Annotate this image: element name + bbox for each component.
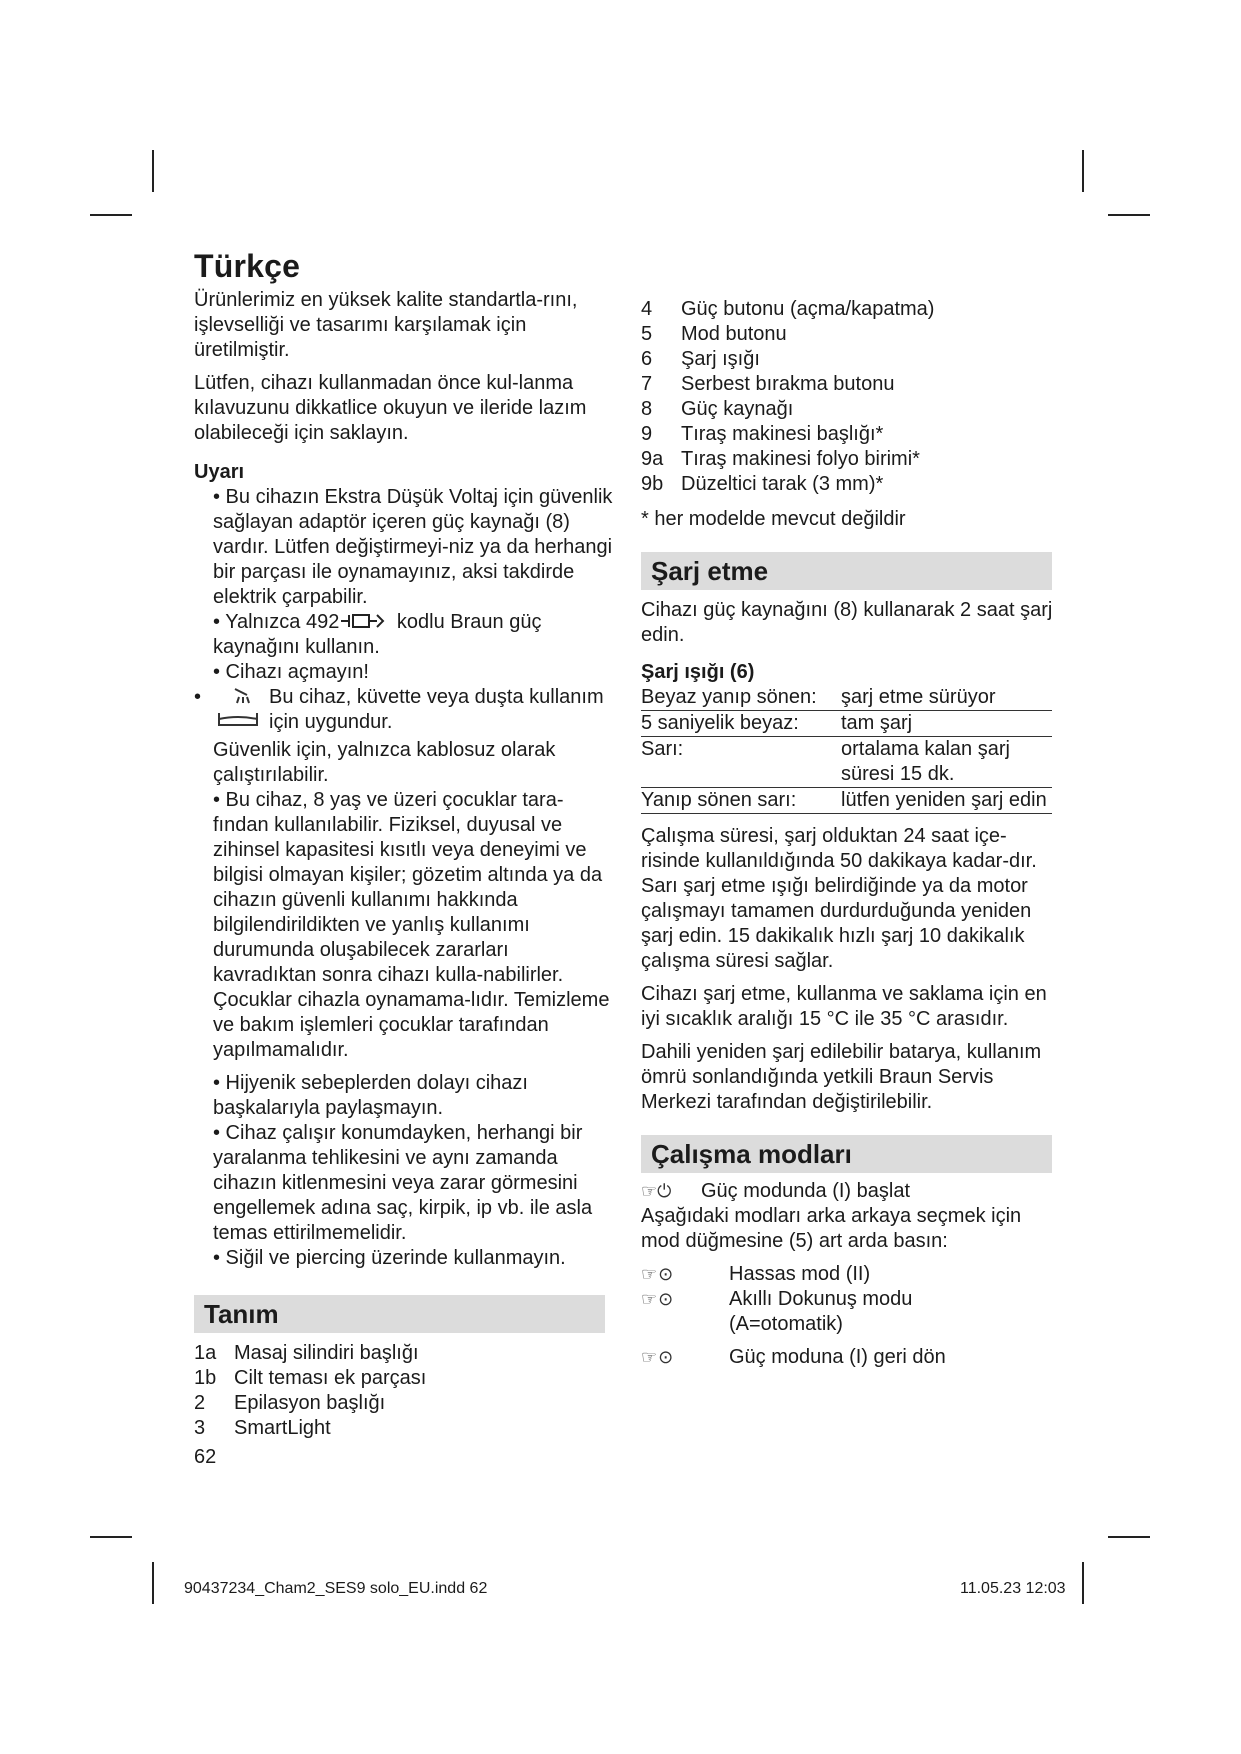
warning-text: Güvenlik için, yalnızca kablosuz olarak çalıştırılabilir. bbox=[213, 739, 556, 786]
press-power-icon: ☞⏻ bbox=[641, 1181, 672, 1201]
item-label: Tıraş makinesi folyo birimi* bbox=[681, 448, 920, 470]
item-number: 1a bbox=[194, 1342, 217, 1364]
intro-paragraph: Lütfen, cihazı kullanmadan önce kul-lanma kılavuzunu dikkatlice okuyun ve ileride lazım olabileceği için saklayın. bbox=[194, 372, 587, 444]
bullet: • bbox=[194, 686, 202, 708]
item-label: SmartLight bbox=[234, 1417, 331, 1439]
list-item bbox=[194, 1391, 614, 1416]
item-number: 1b bbox=[194, 1367, 217, 1389]
item-number: 6 bbox=[641, 348, 653, 370]
table-cell: Yanıp sönen sarı: bbox=[641, 789, 797, 811]
table-cell: Sarı: bbox=[641, 738, 684, 760]
table-cell: 5 saniyelik beyaz: bbox=[641, 712, 799, 734]
list-item bbox=[641, 372, 1061, 397]
warning-text-part: kodlu Braun güç kaynağını kullanın. bbox=[213, 611, 542, 658]
warning-text: Bu cihaz, küvette veya duşta kullanım için uygundur. bbox=[269, 686, 604, 733]
crop-mark bbox=[152, 1562, 154, 1604]
component-list bbox=[641, 297, 1061, 497]
footer-timestamp: 11.05.23 12:03 bbox=[960, 1580, 1066, 1597]
mode-item bbox=[641, 1345, 1061, 1370]
warning-heading: Uyarı bbox=[194, 461, 245, 483]
warning-text: • Cihaz çalışır konumdayken, herhangi bir yaralanma tehlikesini ve aynı zamanda cihazın kitlenmesini veya zarar görmesini engellemek adına saç, kirpik, ip vb. ile asla temas ettirilmemelidir. bbox=[213, 1122, 593, 1244]
list-item bbox=[641, 422, 1061, 447]
warning-text: • Hijyenik sebeplerden dolayı cihazı başkalarıyla paylaşmayın. bbox=[213, 1072, 528, 1119]
crop-mark bbox=[152, 150, 154, 192]
mode-label: Güç moduna (I) geri dön bbox=[729, 1346, 946, 1368]
footnote: * her modelde mevcut değildir bbox=[641, 508, 906, 530]
list-item bbox=[641, 447, 1061, 472]
warning-text-part: • Yalnızca 492 bbox=[213, 611, 340, 633]
item-label: Düzeltici tarak (3 mm)* bbox=[681, 473, 884, 495]
power-plug-icon bbox=[339, 611, 391, 633]
page-title: Türkçe bbox=[194, 248, 301, 284]
table-cell: Beyaz yanıp sönen: bbox=[641, 686, 817, 708]
mode-label: Güç modunda (I) başlat bbox=[701, 1180, 910, 1202]
item-number: 8 bbox=[641, 398, 653, 420]
battery-paragraph: Dahili yeniden şarj edilebilir batarya, kullanım ömrü sonlandığında yetkili Braun Servis Merkezi tarafından değiştirilebilir. bbox=[641, 1041, 1042, 1113]
mode-item bbox=[641, 1262, 1061, 1287]
list-item bbox=[641, 347, 1061, 372]
list-item bbox=[194, 1341, 614, 1366]
table-row bbox=[641, 685, 1052, 711]
charge-light-table bbox=[641, 685, 1052, 814]
crop-mark bbox=[1108, 1536, 1150, 1538]
warning-text: • Bu cihazın Ekstra Düşük Voltaj için güvenlik sağlayan adaptör içeren güç kaynağı (8) vardır. Lütfen değiştirmeyi-niz ya da herhangi bir parçası ile oynamayınız, aksi takdirde elektrik çarpabilir. bbox=[213, 486, 613, 608]
footer-file-info: 90437234_Cham2_SES9 solo_EU.indd 62 bbox=[184, 1580, 488, 1597]
page-number: 62 bbox=[194, 1446, 217, 1468]
item-label: Tıraş makinesi başlığı* bbox=[681, 423, 884, 445]
warning-text: • Cihazı açmayın! bbox=[213, 661, 369, 683]
item-number: 5 bbox=[641, 323, 653, 345]
item-label: Güç kaynağı bbox=[681, 398, 794, 420]
right-column bbox=[641, 297, 1061, 1370]
shower-bath-icon bbox=[213, 685, 269, 738]
list-item bbox=[641, 472, 1061, 497]
list-item bbox=[641, 297, 1061, 322]
table-cell: tam şarj bbox=[841, 712, 913, 734]
component-list bbox=[194, 1341, 614, 1441]
section-heading-tanim: Tanım bbox=[194, 1295, 605, 1333]
temperature-paragraph: Cihazı şarj etme, kullanma ve saklama için en iyi sıcaklık aralığı 15 °C ile 35 °C arasıdır. bbox=[641, 983, 1047, 1030]
intro-paragraph: Ürünlerimiz en yüksek kalite standartla-rını, işlevselliği ve tasarımı karşılamak için üretilmiştir. bbox=[194, 289, 578, 361]
crop-mark bbox=[1082, 1562, 1084, 1604]
runtime-paragraph: Çalışma süresi, şarj olduktan 24 saat içe-risinde kullanıldığında 50 dakikaya kadar-dır. Sarı şarj etme ışığı belirdiğinde ya da motor çalışmayı tamamen durdurduğunda yeniden şarj edin. 15 dakikalık hızlı şarj 10 dakikalık çalışma süresi sağlar. bbox=[641, 825, 1037, 972]
item-label: Mod butonu bbox=[681, 323, 787, 345]
table-row bbox=[641, 711, 1052, 737]
list-item bbox=[641, 322, 1061, 347]
item-label: Masaj silindiri başlığı bbox=[234, 1342, 419, 1364]
mode-intro: Aşağıdaki modları arka arkaya seçmek için mod düğmesine (5) art arda basın: bbox=[641, 1205, 1022, 1252]
press-mode-icon: ☞⊙ bbox=[641, 1347, 675, 1367]
item-label: Şarj ışığı bbox=[681, 348, 760, 370]
bath-warning bbox=[194, 685, 614, 738]
warning-text bbox=[194, 610, 614, 660]
item-number: 7 bbox=[641, 373, 653, 395]
list-item bbox=[194, 1416, 614, 1441]
warning-text: • Siğil ve piercing üzerinde kullanmayın. bbox=[213, 1247, 566, 1269]
item-number: 9 bbox=[641, 423, 653, 445]
table-row bbox=[641, 737, 1052, 788]
press-mode-icon: ☞⊙ bbox=[641, 1289, 675, 1309]
item-number: 2 bbox=[194, 1392, 206, 1414]
crop-mark bbox=[90, 214, 132, 216]
section-heading-calisma-modlari: Çalışma modları bbox=[641, 1135, 1052, 1173]
item-label: Serbest bırakma butonu bbox=[681, 373, 895, 395]
warning-text: • Bu cihaz, 8 yaş ve üzeri çocuklar tara-fından kullanılabilir. Fiziksel, duyusal ve zihinsel kapasitesi kısıtlı veya deneyimi ve bilgisi olmayan kişiler; gözetim altında ya da cihazın güvenli kullanımı hakkında bilgilendirildikten ve yanlış kullanımı durumunda oluşabilecek zararları kavradıktan sonra cihazı kulla-nabilirler. Çocuklar cihazla oynamama-lıdır. Temizleme ve bakım işlemleri çocuklar tarafından yapılmamalıdır. bbox=[213, 789, 610, 1061]
crop-mark bbox=[1082, 150, 1084, 192]
table-row bbox=[641, 788, 1052, 814]
list-item bbox=[641, 397, 1061, 422]
mode-label: Hassas mod (II) bbox=[729, 1263, 871, 1285]
crop-mark bbox=[90, 1536, 132, 1538]
left-column bbox=[194, 246, 614, 1470]
table-cell: şarj etme sürüyor bbox=[841, 686, 996, 708]
item-number: 3 bbox=[194, 1417, 206, 1439]
charge-light-heading: Şarj ışığı (6) bbox=[641, 661, 755, 683]
item-number: 4 bbox=[641, 298, 653, 320]
section-heading-sarj-etme: Şarj etme bbox=[641, 552, 1052, 590]
charge-text: Cihazı güç kaynağını (8) kullanarak 2 saat şarj edin. bbox=[641, 599, 1053, 646]
press-mode-icon: ☞⊙ bbox=[641, 1264, 675, 1284]
item-number: 9a bbox=[641, 448, 664, 470]
item-number: 9b bbox=[641, 473, 664, 495]
item-label: Güç butonu (açma/kapatma) bbox=[681, 298, 935, 320]
item-label: Epilasyon başlığı bbox=[234, 1392, 386, 1414]
crop-mark bbox=[1108, 214, 1150, 216]
list-item bbox=[194, 1366, 614, 1391]
item-label: Cilt teması ek parçası bbox=[234, 1367, 427, 1389]
table-cell: lütfen yeniden şarj edin bbox=[841, 789, 1047, 811]
table-cell: ortalama kalan şarj süresi 15 dk. bbox=[841, 738, 1010, 785]
mode-item bbox=[641, 1287, 1061, 1337]
mode-item bbox=[641, 1179, 1061, 1204]
mode-label: Akıllı Dokunuş modu (A=otomatik) bbox=[729, 1288, 913, 1335]
